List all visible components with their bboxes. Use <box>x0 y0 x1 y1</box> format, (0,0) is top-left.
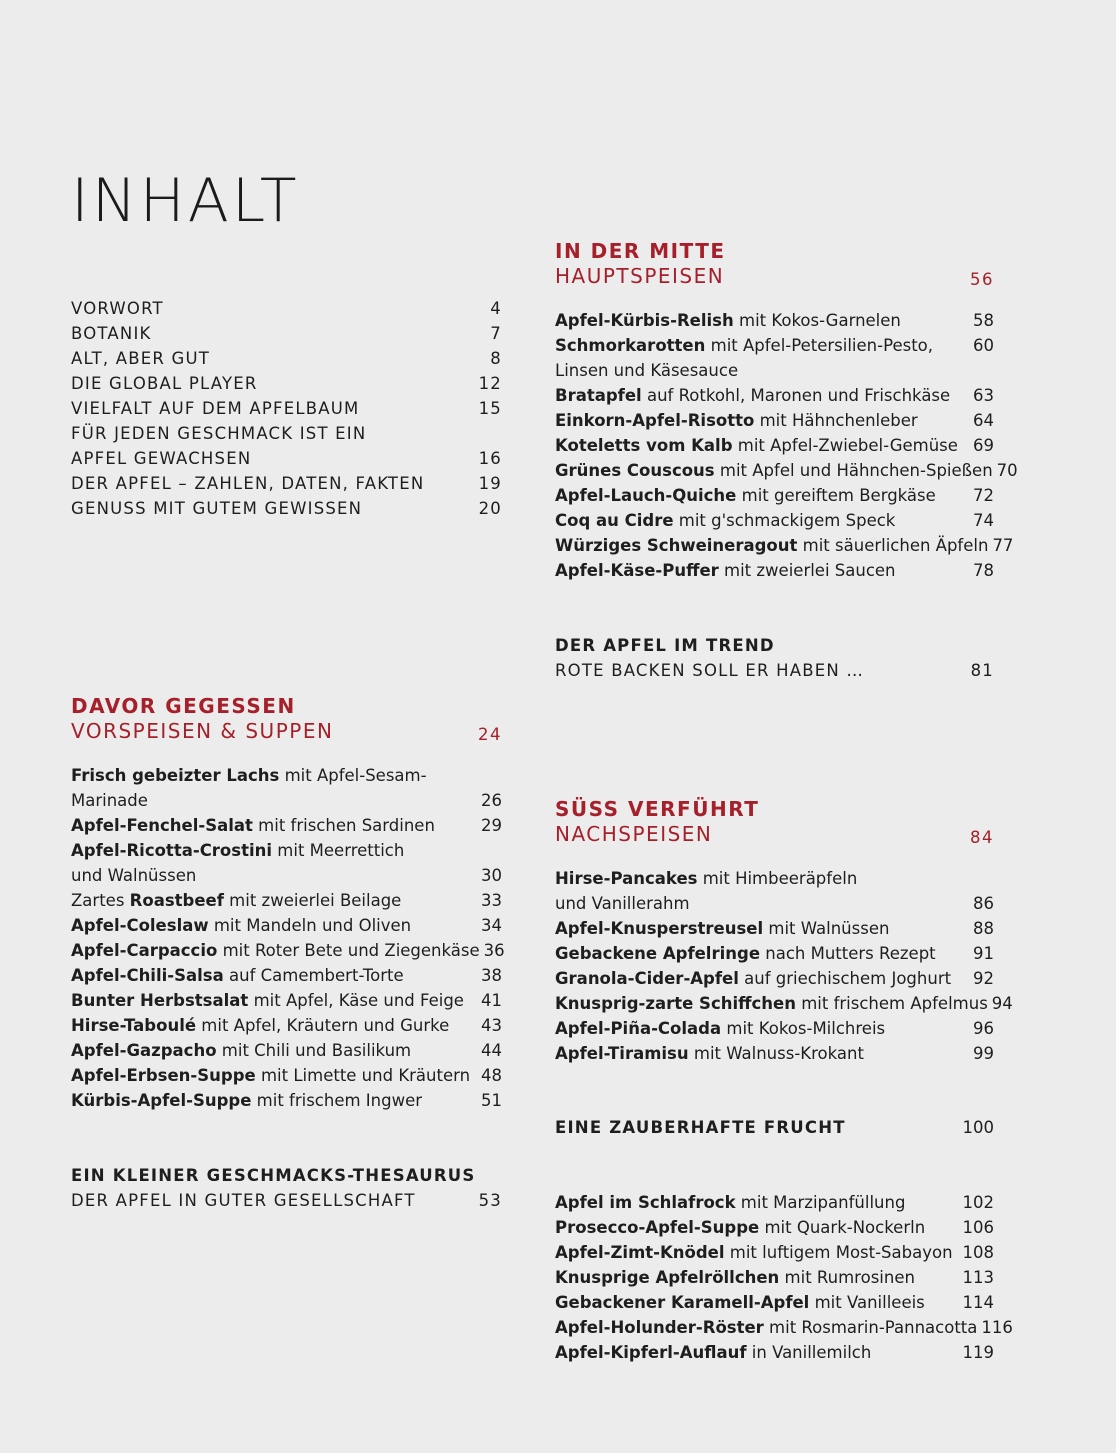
recipe-title <box>71 1038 477 1063</box>
toc-entry[interactable] <box>71 296 502 321</box>
section-heading: IN DER MITTE <box>555 239 726 263</box>
recipe-entry[interactable] <box>555 358 994 383</box>
recipe-title <box>555 558 969 583</box>
section-subheading: HAUPTSPEISEN <box>555 264 725 288</box>
recipe-title <box>555 941 969 966</box>
toc-entry[interactable] <box>71 1188 502 1213</box>
recipe-entry[interactable] <box>71 813 502 838</box>
section-heading: DER APFEL IM TREND <box>555 636 775 655</box>
recipe-description: mit zweierlei Saucen <box>718 561 896 580</box>
section-heading-row[interactable] <box>555 1115 994 1140</box>
recipe-page: 77 <box>992 536 1014 555</box>
recipe-title <box>555 1190 959 1215</box>
toc-entry-page: 15 <box>478 399 502 418</box>
recipe-entry[interactable] <box>555 941 994 966</box>
recipe-page: 51 <box>481 1091 502 1110</box>
recipe-title <box>555 1315 977 1340</box>
recipe-page: 48 <box>481 1066 502 1085</box>
section-page: 84 <box>970 828 994 847</box>
recipe-name: Roastbeef <box>129 891 224 910</box>
recipe-title <box>555 1016 969 1041</box>
recipe-entry[interactable] <box>555 1215 994 1240</box>
recipe-name: Apfel-Knusperstreusel <box>555 919 764 938</box>
recipe-entry[interactable] <box>555 308 994 333</box>
recipe-description: mit Apfel und Hähnchen-Spießen <box>714 461 993 480</box>
recipe-name: Apfel-Carpaccio <box>71 941 218 960</box>
recipe-name: Apfel-Piña-Colada <box>555 1019 722 1038</box>
recipe-name: Apfel-Käse-Puffer <box>555 561 719 580</box>
toc-entry-text: BOTANIK <box>71 324 152 343</box>
section-heading: EINE ZAUBERHAFTE FRUCHT <box>555 1118 846 1137</box>
recipe-entry[interactable] <box>555 483 994 508</box>
recipe-title <box>71 1063 477 1088</box>
recipe-name: Grünes Couscous <box>555 461 715 480</box>
toc-entry[interactable] <box>71 421 502 446</box>
recipe-list <box>555 866 1013 1066</box>
recipe-title <box>555 1041 969 1066</box>
section-page: 56 <box>970 270 994 289</box>
recipe-name: Apfel-Zimt-Knödel <box>555 1243 725 1262</box>
recipe-description: mit gereiftem Bergkäse <box>736 486 936 505</box>
recipe-name: Gebackener Karamell-Apfel <box>555 1293 810 1312</box>
recipe-entry[interactable] <box>71 838 502 863</box>
recipe-name: Apfel-Chili-Salsa <box>71 966 224 985</box>
recipe-page <box>498 763 502 788</box>
recipe-entry[interactable] <box>71 1088 502 1113</box>
recipe-page: 108 <box>962 1243 994 1262</box>
toc-entry-page: 81 <box>970 661 994 680</box>
recipe-entry[interactable] <box>71 1038 502 1063</box>
recipe-entry[interactable] <box>71 963 502 988</box>
recipe-title <box>555 508 969 533</box>
recipe-name: Einkorn-Apfel-Risotto <box>555 411 755 430</box>
recipe-title <box>555 383 969 408</box>
section-suess-verfuehrt <box>555 797 1013 1066</box>
recipe-name: Apfel-Lauch-Quiche <box>555 486 737 505</box>
section-subheading: VORSPEISEN & SUPPEN <box>71 719 334 743</box>
recipe-description: mit g'schmackigem Speck <box>673 511 896 530</box>
recipe-entry[interactable] <box>555 533 1014 558</box>
recipe-title <box>555 1290 959 1315</box>
recipe-entry[interactable] <box>555 1315 1013 1340</box>
toc-entry-page: 16 <box>478 449 502 468</box>
toc-entry-text: DIE GLOBAL PLAYER <box>71 374 258 393</box>
recipe-page: 63 <box>973 386 994 405</box>
recipe-name: Hirse-Taboulé <box>71 1016 197 1035</box>
recipe-name: Bunter Herbstsalat <box>71 991 249 1010</box>
recipe-title <box>71 1013 477 1038</box>
recipe-name: Frisch gebeizter Lachs <box>71 766 280 785</box>
recipe-name: Apfel-Coleslaw <box>71 916 209 935</box>
recipe-entry[interactable] <box>555 1240 994 1265</box>
recipe-title <box>555 891 969 916</box>
recipe-description: auf Rotkohl, Maronen und Frischkäse <box>641 386 951 405</box>
recipe-page: 33 <box>481 891 502 910</box>
toc-entry-page: 4 <box>490 299 502 318</box>
toc-entry-text: DER APFEL – ZAHLEN, DATEN, FAKTEN <box>71 474 425 493</box>
recipe-title <box>71 838 498 863</box>
recipe-title <box>71 988 477 1013</box>
toc-entry-text: ALT, ABER GUT <box>71 349 211 368</box>
toc-entry-page: 19 <box>478 474 502 493</box>
recipe-name: Koteletts vom Kalb <box>555 436 733 455</box>
recipe-title <box>555 1215 959 1240</box>
recipe-page: 102 <box>962 1193 994 1212</box>
recipe-title <box>555 458 993 483</box>
recipe-description: nach Mutters Rezept <box>760 944 936 963</box>
recipe-title <box>555 866 990 891</box>
toc-entry-text: VORWORT <box>71 299 164 318</box>
recipe-entry[interactable] <box>555 1290 994 1315</box>
recipe-page: 78 <box>973 561 994 580</box>
recipe-description: mit Himbeeräpfeln <box>697 869 858 888</box>
toc-entry-text: ROTE BACKEN SOLL ER HABEN … <box>555 661 865 680</box>
toc-entry[interactable] <box>71 346 502 371</box>
recipe-page: 114 <box>962 1293 994 1312</box>
recipe-entry[interactable] <box>71 1063 502 1088</box>
recipe-title <box>71 963 477 988</box>
recipe-page: 74 <box>973 511 994 530</box>
recipe-name: Prosecco-Apfel-Suppe <box>555 1218 760 1237</box>
section-zauberhafte-frucht <box>555 1115 1013 1365</box>
toc-entry[interactable] <box>71 471 502 496</box>
recipe-page: 116 <box>981 1318 1013 1337</box>
recipe-entry[interactable] <box>555 408 994 433</box>
toc-entry[interactable] <box>71 321 502 346</box>
recipe-page: 119 <box>962 1343 994 1362</box>
recipe-description: mit Quark-Nockerln <box>759 1218 926 1237</box>
recipe-name: Apfel-Kürbis-Relish <box>555 311 734 330</box>
recipe-title <box>555 308 969 333</box>
recipe-name: Knusprige Apfelröllchen <box>555 1268 780 1287</box>
recipe-description: mit zweierlei Beilage <box>223 891 402 910</box>
recipe-page: 58 <box>973 311 994 330</box>
recipe-description: mit Marzipanfüllung <box>735 1193 906 1212</box>
recipe-description: mit Apfel, Kräutern und Gurke <box>196 1016 450 1035</box>
toc-entry-page: 8 <box>490 349 502 368</box>
recipe-prefix: Zartes <box>71 891 130 910</box>
recipe-title <box>555 433 969 458</box>
recipe-entry[interactable] <box>555 558 994 583</box>
recipe-list <box>555 1190 1013 1365</box>
recipe-description: mit frischem Apfelmus <box>795 994 988 1013</box>
recipe-page: 26 <box>481 791 502 810</box>
recipe-title <box>71 863 477 888</box>
recipe-page: 36 <box>483 941 505 960</box>
recipe-entry[interactable] <box>555 991 1013 1016</box>
recipe-page: 72 <box>973 486 994 505</box>
recipe-entry[interactable] <box>71 888 502 913</box>
recipe-name: Apfel-Kipferl-Auflauf <box>555 1343 747 1362</box>
recipe-name: Apfel-Fenchel-Salat <box>71 816 253 835</box>
recipe-description: mit Vanilleeis <box>809 1293 925 1312</box>
recipe-description: und Vanillerahm <box>555 894 690 913</box>
toc-entry[interactable] <box>71 446 502 471</box>
recipe-page: 94 <box>991 994 1013 1013</box>
recipe-name: Hirse-Pancakes <box>555 869 698 888</box>
recipe-entry[interactable] <box>555 1016 994 1041</box>
recipe-description: Marinade <box>71 791 148 810</box>
recipe-title <box>71 813 477 838</box>
recipe-name: Kürbis-Apfel-Suppe <box>71 1091 252 1110</box>
toc-entry-text: APFEL GEWACHSEN <box>71 449 252 468</box>
section-subheading: NACHSPEISEN <box>555 822 713 846</box>
section-trend <box>555 633 994 683</box>
recipe-description: mit Apfel, Käse und Feige <box>248 991 464 1010</box>
section-heading: SÜSS VERFÜHRT <box>555 797 760 821</box>
recipe-entry[interactable] <box>71 763 502 788</box>
section-page: 24 <box>478 725 502 744</box>
recipe-page: 34 <box>481 916 502 935</box>
section-thesaurus <box>71 1163 502 1213</box>
section-heading: DAVOR GEGESSEN <box>71 694 296 718</box>
recipe-name: Apfel-Tiramisu <box>555 1044 689 1063</box>
recipe-page: 29 <box>481 816 502 835</box>
intro-list <box>71 296 502 521</box>
recipe-entry[interactable] <box>71 788 502 813</box>
recipe-description: mit Apfel-Zwiebel-Gemüse <box>732 436 958 455</box>
recipe-title <box>555 358 990 383</box>
page-title: INHALT <box>71 166 300 236</box>
recipe-entry[interactable] <box>555 891 994 916</box>
recipe-page: 96 <box>973 1019 994 1038</box>
recipe-entry[interactable] <box>555 508 994 533</box>
recipe-entry[interactable] <box>71 1013 502 1038</box>
recipe-entry[interactable] <box>555 1190 994 1215</box>
recipe-title <box>71 788 477 813</box>
recipe-page: 60 <box>973 336 994 355</box>
recipe-page: 64 <box>973 411 994 430</box>
recipe-title <box>71 763 498 788</box>
recipe-page: 88 <box>973 919 994 938</box>
recipe-entry[interactable] <box>555 333 994 358</box>
recipe-description: mit Hähnchenleber <box>754 411 918 430</box>
toc-entry[interactable] <box>71 396 502 421</box>
recipe-title <box>71 913 477 938</box>
recipe-entry[interactable] <box>555 433 994 458</box>
recipe-page <box>990 358 994 383</box>
recipe-entry[interactable] <box>71 913 502 938</box>
recipe-title <box>555 333 969 358</box>
recipe-page: 44 <box>481 1041 502 1060</box>
recipe-description: mit Apfel-Petersilien-Pesto, <box>705 336 933 355</box>
recipe-title <box>71 1088 477 1113</box>
toc-entry[interactable] <box>555 658 994 683</box>
recipe-title <box>71 888 477 913</box>
toc-entry-text: FÜR JEDEN GESCHMACK IST EIN <box>71 424 367 443</box>
toc-entry-text: VIELFALT AUF DEM APFELBAUM <box>71 399 360 418</box>
toc-entry-page: 7 <box>490 324 502 343</box>
recipe-name: Bratapfel <box>555 386 642 405</box>
recipe-title <box>555 533 988 558</box>
recipe-title <box>555 408 969 433</box>
recipe-entry[interactable] <box>555 458 1018 483</box>
recipe-page: 41 <box>481 991 502 1010</box>
recipe-description: mit Walnüssen <box>763 919 890 938</box>
section-subheading-row <box>555 822 994 847</box>
recipe-description: mit frischen Sardinen <box>252 816 435 835</box>
recipe-entry[interactable] <box>71 863 502 888</box>
recipe-name: Apfel im Schlafrock <box>555 1193 736 1212</box>
recipe-title <box>555 1340 959 1365</box>
recipe-description: mit Mandeln und Oliven <box>208 916 412 935</box>
recipe-title <box>555 483 969 508</box>
recipe-description: mit Roter Bete und Ziegenkäse <box>217 941 480 960</box>
recipe-page: 70 <box>996 461 1018 480</box>
recipe-page: 43 <box>481 1016 502 1035</box>
toc-entry[interactable] <box>71 371 502 396</box>
toc-entry[interactable] <box>71 496 502 521</box>
toc-entry-page: 53 <box>478 1191 502 1210</box>
recipe-name: Coq au Cidre <box>555 511 674 530</box>
recipe-description: mit Meerrettich <box>272 841 405 860</box>
recipe-description: mit Walnuss-Krokant <box>688 1044 864 1063</box>
recipe-description: mit Kokos-Garnelen <box>733 311 901 330</box>
section-davor-gegessen <box>71 694 505 1113</box>
recipe-name: Apfel-Erbsen-Suppe <box>71 1066 256 1085</box>
recipe-title <box>555 1265 959 1290</box>
recipe-entry[interactable] <box>555 1265 994 1290</box>
recipe-description: mit Limette und Kräutern <box>255 1066 471 1085</box>
toc-entry-page: 20 <box>478 499 502 518</box>
recipe-page: 92 <box>973 969 994 988</box>
recipe-name: Würziges Schweineragout <box>555 536 798 555</box>
recipe-page: 69 <box>973 436 994 455</box>
recipe-description: mit luftigem Most-Sabayon <box>724 1243 953 1262</box>
recipe-list <box>71 763 505 1113</box>
recipe-name: Gebackene Apfelringe <box>555 944 761 963</box>
section-subheading-row <box>71 719 502 744</box>
toc-entry-page: 12 <box>478 374 502 393</box>
recipe-entry[interactable] <box>555 1340 994 1365</box>
toc-entry-text: GENUSS MIT GUTEM GEWISSEN <box>71 499 363 518</box>
recipe-entry[interactable] <box>555 1041 994 1066</box>
section-in-der-mitte <box>555 239 1018 583</box>
section-subheading-row <box>555 264 994 289</box>
recipe-description: mit Apfel-Sesam- <box>279 766 427 785</box>
recipe-description: und Walnüssen <box>71 866 197 885</box>
section-heading: EIN KLEINER GESCHMACKS-THESAURUS <box>71 1166 476 1185</box>
section-page: 100 <box>962 1118 994 1137</box>
recipe-list <box>555 308 1018 583</box>
recipe-page: 99 <box>973 1044 994 1063</box>
toc-entry-text: DER APFEL IN GUTER GESELLSCHAFT <box>71 1191 416 1210</box>
recipe-page: 113 <box>962 1268 994 1287</box>
recipe-name: Apfel-Ricotta-Crostini <box>71 841 273 860</box>
recipe-title <box>555 1240 959 1265</box>
recipe-entry[interactable] <box>555 916 994 941</box>
recipe-page: 106 <box>962 1218 994 1237</box>
recipe-description: mit Rosmarin-Pannacotta <box>763 1318 978 1337</box>
recipe-description: mit Rumrosinen <box>779 1268 915 1287</box>
recipe-page: 86 <box>973 894 994 913</box>
recipe-entry[interactable] <box>555 383 994 408</box>
recipe-page: 30 <box>481 866 502 885</box>
recipe-description: mit säuerlichen Äpfeln <box>797 536 989 555</box>
recipe-entry[interactable] <box>555 866 994 891</box>
recipe-title <box>555 916 969 941</box>
recipe-name: Schmorkarotten <box>555 336 706 355</box>
recipe-title <box>71 938 480 963</box>
recipe-name: Apfel-Holunder-Röster <box>555 1318 764 1337</box>
toc-entry-page <box>498 421 502 446</box>
recipe-name: Apfel-Gazpacho <box>71 1041 217 1060</box>
recipe-page: 38 <box>481 966 502 985</box>
recipe-description: auf Camembert-Torte <box>223 966 404 985</box>
recipe-name: Granola-Cider-Apfel <box>555 969 739 988</box>
recipe-entry[interactable] <box>555 966 994 991</box>
recipe-page <box>990 866 994 891</box>
recipe-title <box>555 991 988 1016</box>
recipe-description: Linsen und Käsesauce <box>555 361 739 380</box>
recipe-description: mit Kokos-Milchreis <box>721 1019 886 1038</box>
recipe-description: mit frischem Ingwer <box>251 1091 423 1110</box>
recipe-name: Knusprig-zarte Schiffchen <box>555 994 796 1013</box>
recipe-description: in Vanillemilch <box>746 1343 872 1362</box>
recipe-description: mit Chili und Basilikum <box>216 1041 412 1060</box>
recipe-page: 91 <box>973 944 994 963</box>
recipe-entry[interactable] <box>71 988 502 1013</box>
recipe-description: auf griechischem Joghurt <box>738 969 952 988</box>
recipe-page <box>498 838 502 863</box>
recipe-entry[interactable] <box>71 938 505 963</box>
recipe-title <box>555 966 969 991</box>
